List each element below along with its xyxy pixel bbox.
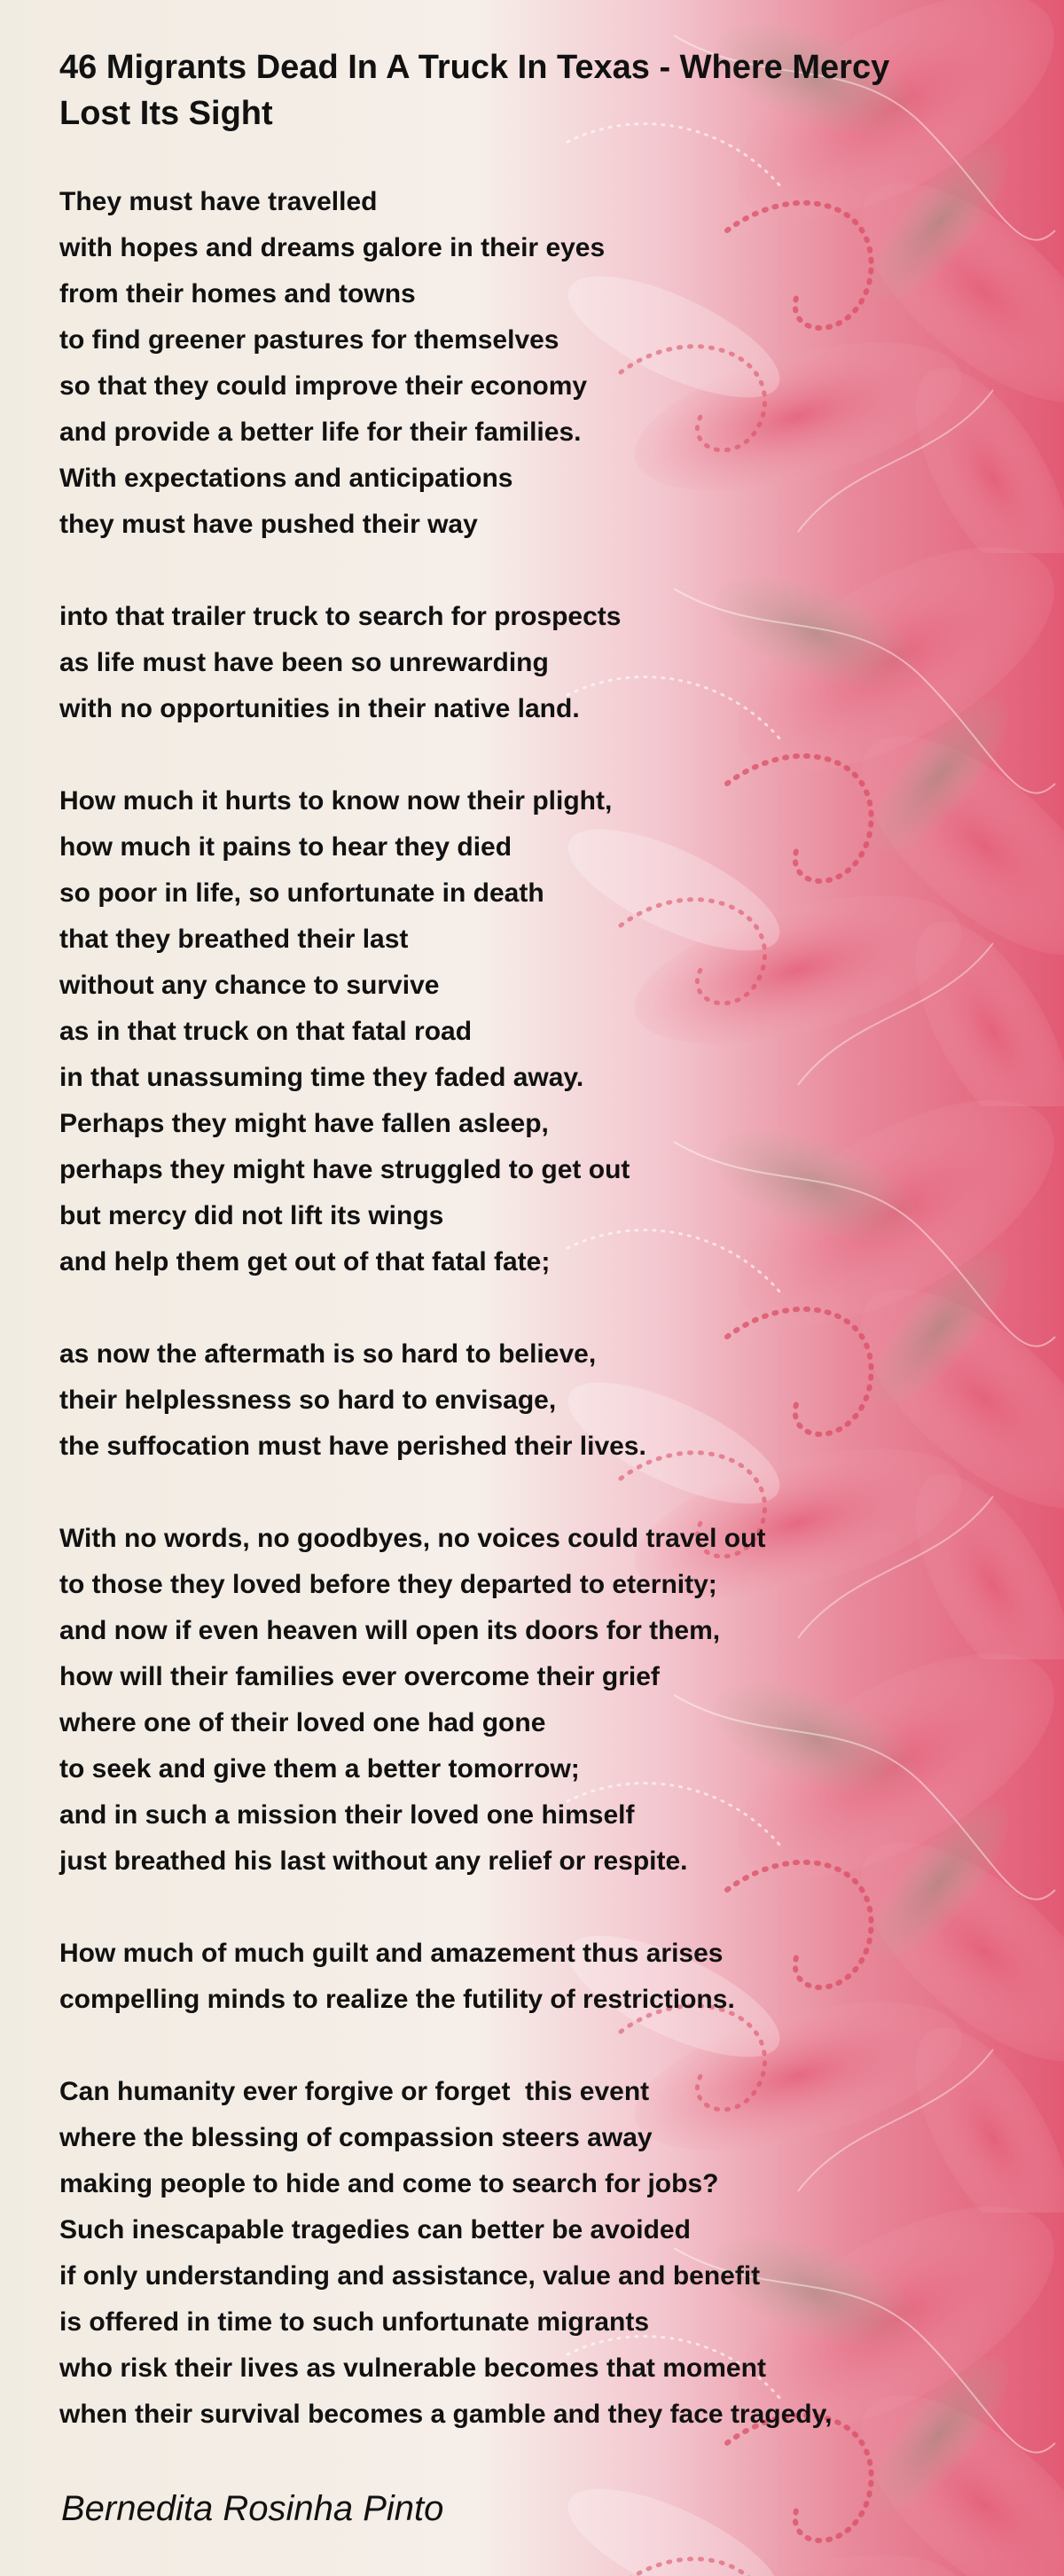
poem-line: with hopes and dreams galore in their eyes [59, 233, 606, 262]
poem-line: into that trailer truck to search for prospects [59, 602, 622, 631]
poem-line: They must have travelled [59, 187, 378, 216]
poem-line: and provide a better life for their families. [59, 418, 582, 447]
poem-line: is offered in time to such unfortunate migrants [59, 2307, 650, 2337]
poem-line: who risk their lives as vulnerable becomes that moment [59, 2354, 766, 2383]
poem-line: the suffocation must have perished their lives. [59, 1432, 646, 1461]
poem-line: as in that truck on that fatal road [59, 1017, 473, 1046]
poem-line: How much it hurts to know now their plight, [59, 786, 613, 816]
poem-line: as life must have been so unrewarding [59, 648, 549, 677]
poem-line: Perhaps they might have fallen asleep, [59, 1109, 549, 1138]
poem-line: just breathed his last without any relief or respite. [59, 1846, 688, 1876]
poem-line: where one of their loved one had gone [59, 1708, 546, 1737]
poem-line: that they breathed their last [59, 925, 409, 954]
poem-line: when their survival becomes a gamble and they face tragedy, [59, 2400, 833, 2429]
poem-line: and help them get out of that fatal fate; [59, 1247, 551, 1276]
poem-line: How much of much guilt and amazement thus arises [59, 1939, 724, 1968]
poem-line: in that unassuming time they faded away. [59, 1063, 584, 1092]
poem-line: and in such a mission their loved one himself [59, 1800, 635, 1830]
poem-line: but mercy did not lift its wings [59, 1201, 444, 1230]
poem-line: With no words, no goodbyes, no voices could travel out [59, 1524, 766, 1553]
poem-line: as now the aftermath is so hard to believe, [59, 1339, 597, 1369]
poem-line: Such inescapable tragedies can better be avoided [59, 2215, 691, 2244]
poem-line: with no opportunities in their native land. [59, 694, 580, 723]
poem-title: 46 Migrants Dead In A Truck In Texas - Where Mercy Lost Its Sight [59, 49, 890, 132]
poem-author: Bernedita Rosinha Pinto [61, 2489, 444, 2528]
poem-line: to those they loved before they departed to eternity; [59, 1570, 717, 1599]
poem-line: if only understanding and assistance, value and benefit [59, 2261, 761, 2291]
poem-line: how much it pains to hear they died [59, 832, 512, 862]
poem-line: from their homes and towns [59, 279, 416, 308]
poem-line: perhaps they might have struggled to get out [59, 1155, 630, 1184]
poem-line: their helplessness so hard to envisage, [59, 1386, 557, 1415]
poem-line: making people to hide and come to search for jobs? [59, 2169, 719, 2198]
poem-line: With expectations and anticipations [59, 464, 513, 493]
poem-line: compelling minds to realize the futility of restrictions. [59, 1985, 735, 2014]
poem-line: so poor in life, so unfortunate in death [59, 878, 544, 908]
poem-line: they must have pushed their way [59, 510, 478, 539]
poem-line: Can humanity ever forgive or forget this event [59, 2077, 650, 2106]
poem-line: where the blessing of compassion steers away [59, 2123, 653, 2152]
poem-line: to seek and give them a better tomorrow; [59, 1754, 580, 1784]
poem-line: how will their families ever overcome their grief [59, 1662, 660, 1691]
poem-line: so that they could improve their economy [59, 371, 588, 401]
poem-line: to find greener pastures for themselves [59, 325, 559, 355]
poem-line: without any chance to survive [59, 971, 440, 1000]
poem-line: and now if even heaven will open its doors for them, [59, 1616, 721, 1645]
